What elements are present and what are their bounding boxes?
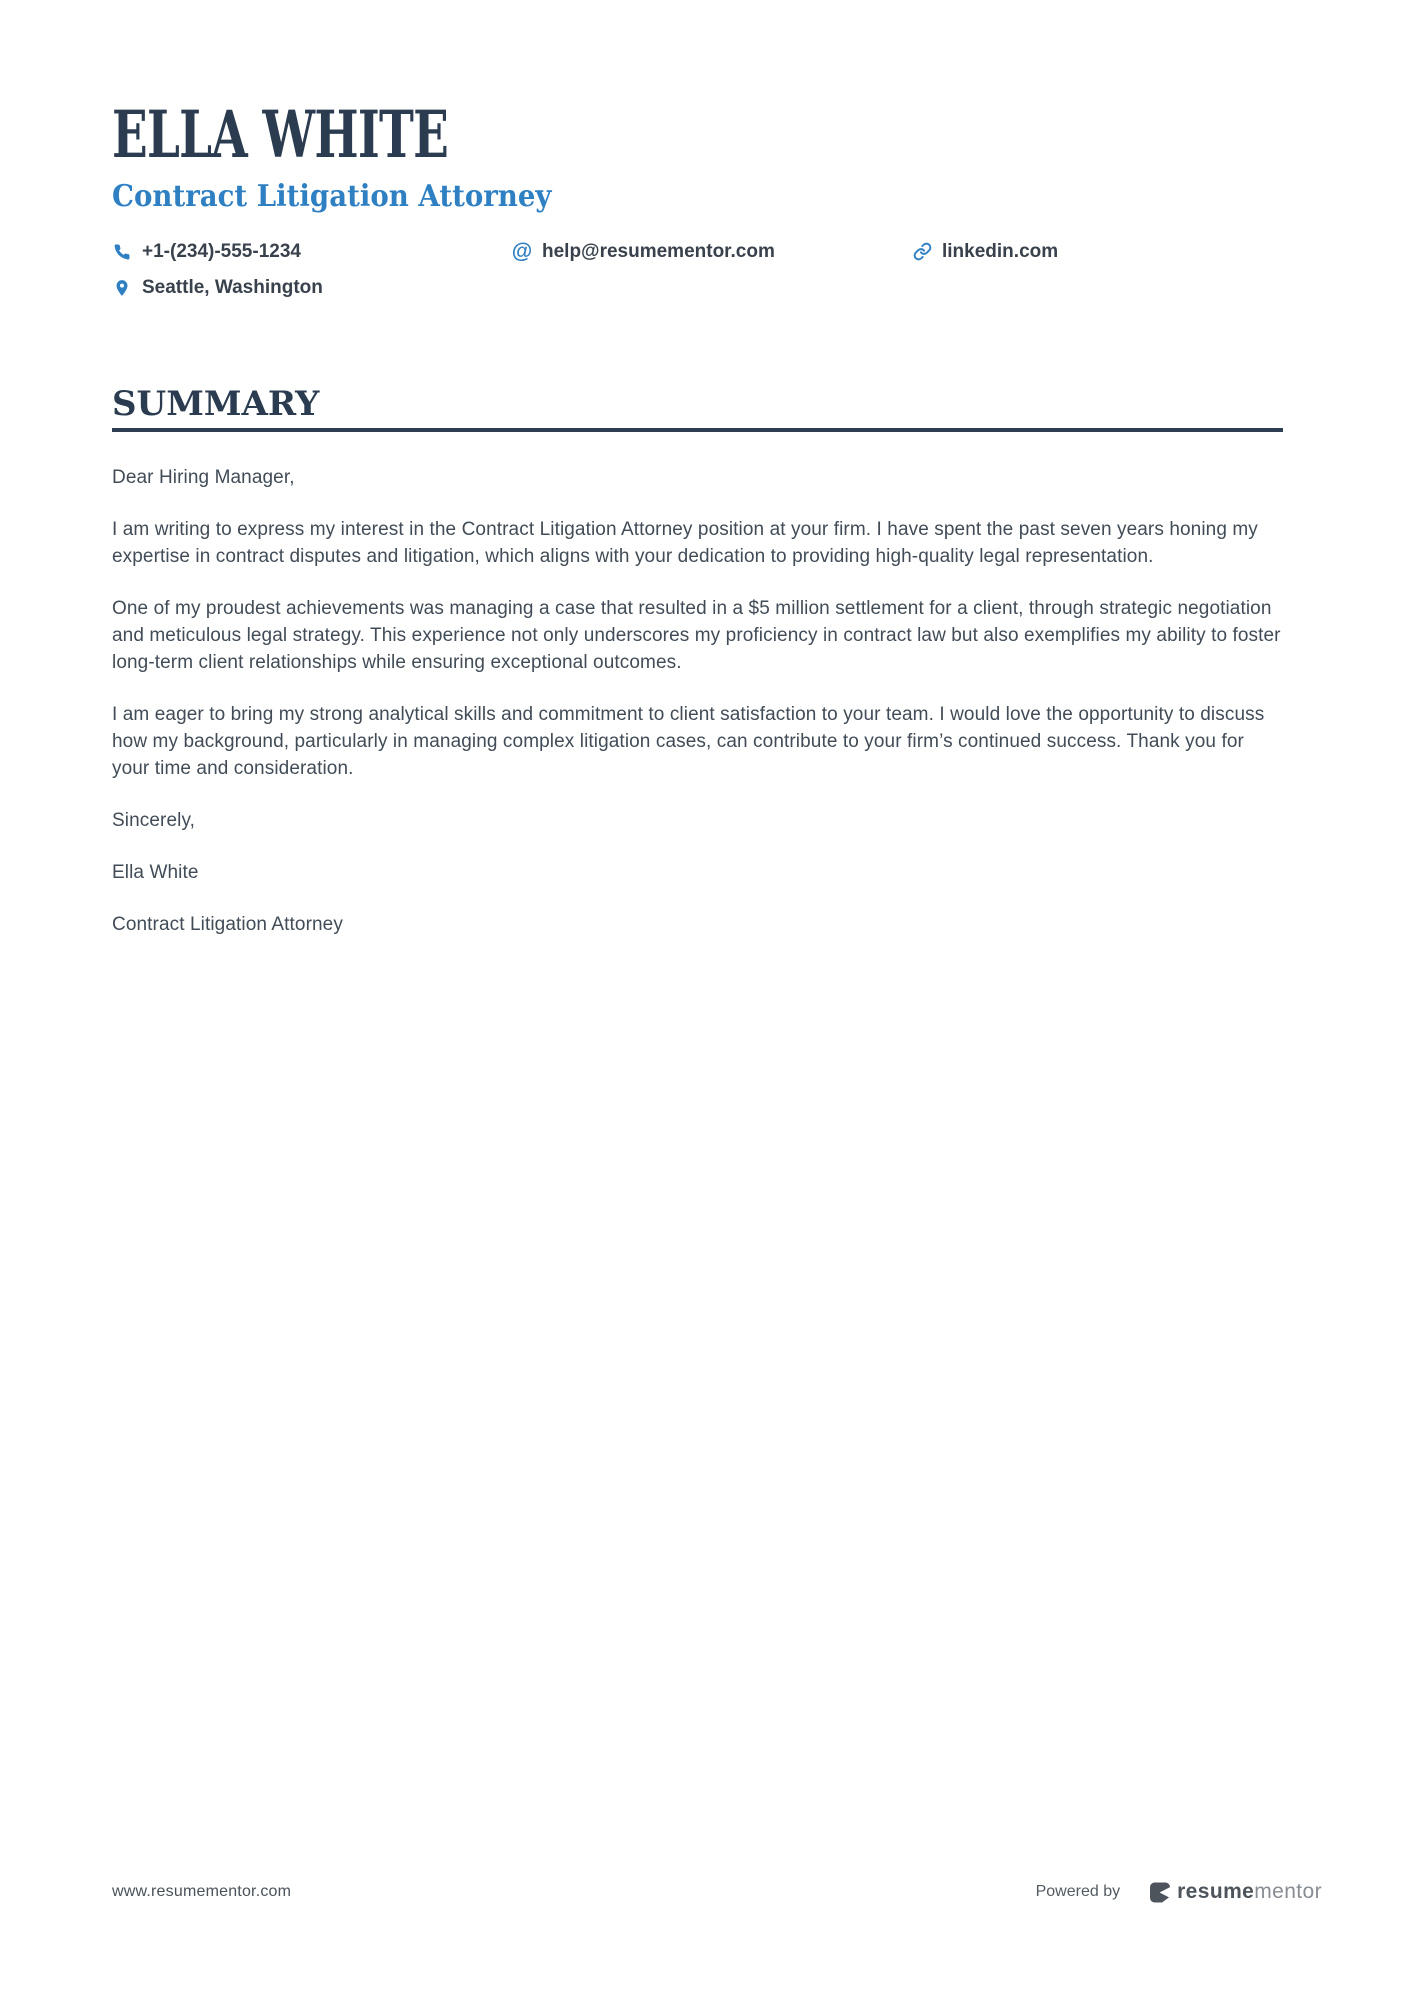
email-contact[interactable] xyxy=(512,241,912,263)
powered-by-label: Powered by xyxy=(1035,1883,1121,1900)
signature-title: Contract Litigation Attorney xyxy=(112,913,343,935)
summary-section-header xyxy=(112,383,1283,432)
email-address: help@resumementor.com xyxy=(542,240,775,262)
linkedin-contact[interactable] xyxy=(912,241,1058,263)
location-contact xyxy=(112,277,323,299)
footer-website-link[interactable]: www.resumementor.com xyxy=(112,1883,292,1900)
contact-row-1 xyxy=(112,241,1283,263)
candidate-name: ELLA WHITE xyxy=(112,97,449,173)
letter-paragraph: One of my proudest achievements was managing a case that resulted in a $5 million settlement for a client, through strategic negotiation and meticulous legal strategy. This experience not only underscores my proficiency in contract law but also exemplifies my ability to foster long-term client relationships while ensuring exceptional outcomes. xyxy=(112,597,1281,673)
location-text: Seattle, Washington xyxy=(142,276,323,298)
at-icon: @ xyxy=(511,240,533,264)
signature-name: Ella White xyxy=(112,861,199,883)
contact-block xyxy=(112,241,1283,299)
greeting-line: Dear Hiring Manager, xyxy=(112,466,295,488)
closing-line: Sincerely, xyxy=(112,809,196,831)
brand-name xyxy=(1177,1880,1322,1904)
footer-branding xyxy=(1036,1880,1322,1904)
resumementor-logo-icon xyxy=(1150,1882,1170,1902)
brand-name-light: mentor xyxy=(1254,1880,1322,1903)
phone-icon xyxy=(112,242,132,262)
linkedin-url: linkedin.com xyxy=(942,240,1059,262)
summary-heading: SUMMARY xyxy=(112,383,320,424)
contact-row-2 xyxy=(112,277,1283,299)
phone-contact xyxy=(112,241,512,263)
letter-paragraph: I am writing to express my interest in the Contract Litigation Attorney position at your firm. I have spent the past seven years honing my expertise in contract disputes and litigation, which aligns with your dedication to providing high-quality legal representation. xyxy=(112,518,1258,567)
link-icon xyxy=(912,242,932,262)
map-pin-icon xyxy=(112,278,132,298)
resumementor-brand[interactable] xyxy=(1150,1880,1322,1904)
candidate-job-title: Contract Litigation Attorney xyxy=(112,179,552,215)
phone-number: +1-(234)-555-1234 xyxy=(142,240,301,262)
cover-letter-body xyxy=(112,464,1283,938)
brand-name-bold: resume xyxy=(1177,1880,1255,1903)
letter-paragraph: I am eager to bring my strong analytical skills and commitment to client satisfaction to your team. I would love the opportunity to discuss how my background, particularly in managing complex litigation cases, can contribute to your firm’s continued success. Thank you for your time and consideration. xyxy=(112,703,1265,779)
page-footer xyxy=(112,1880,1322,1904)
